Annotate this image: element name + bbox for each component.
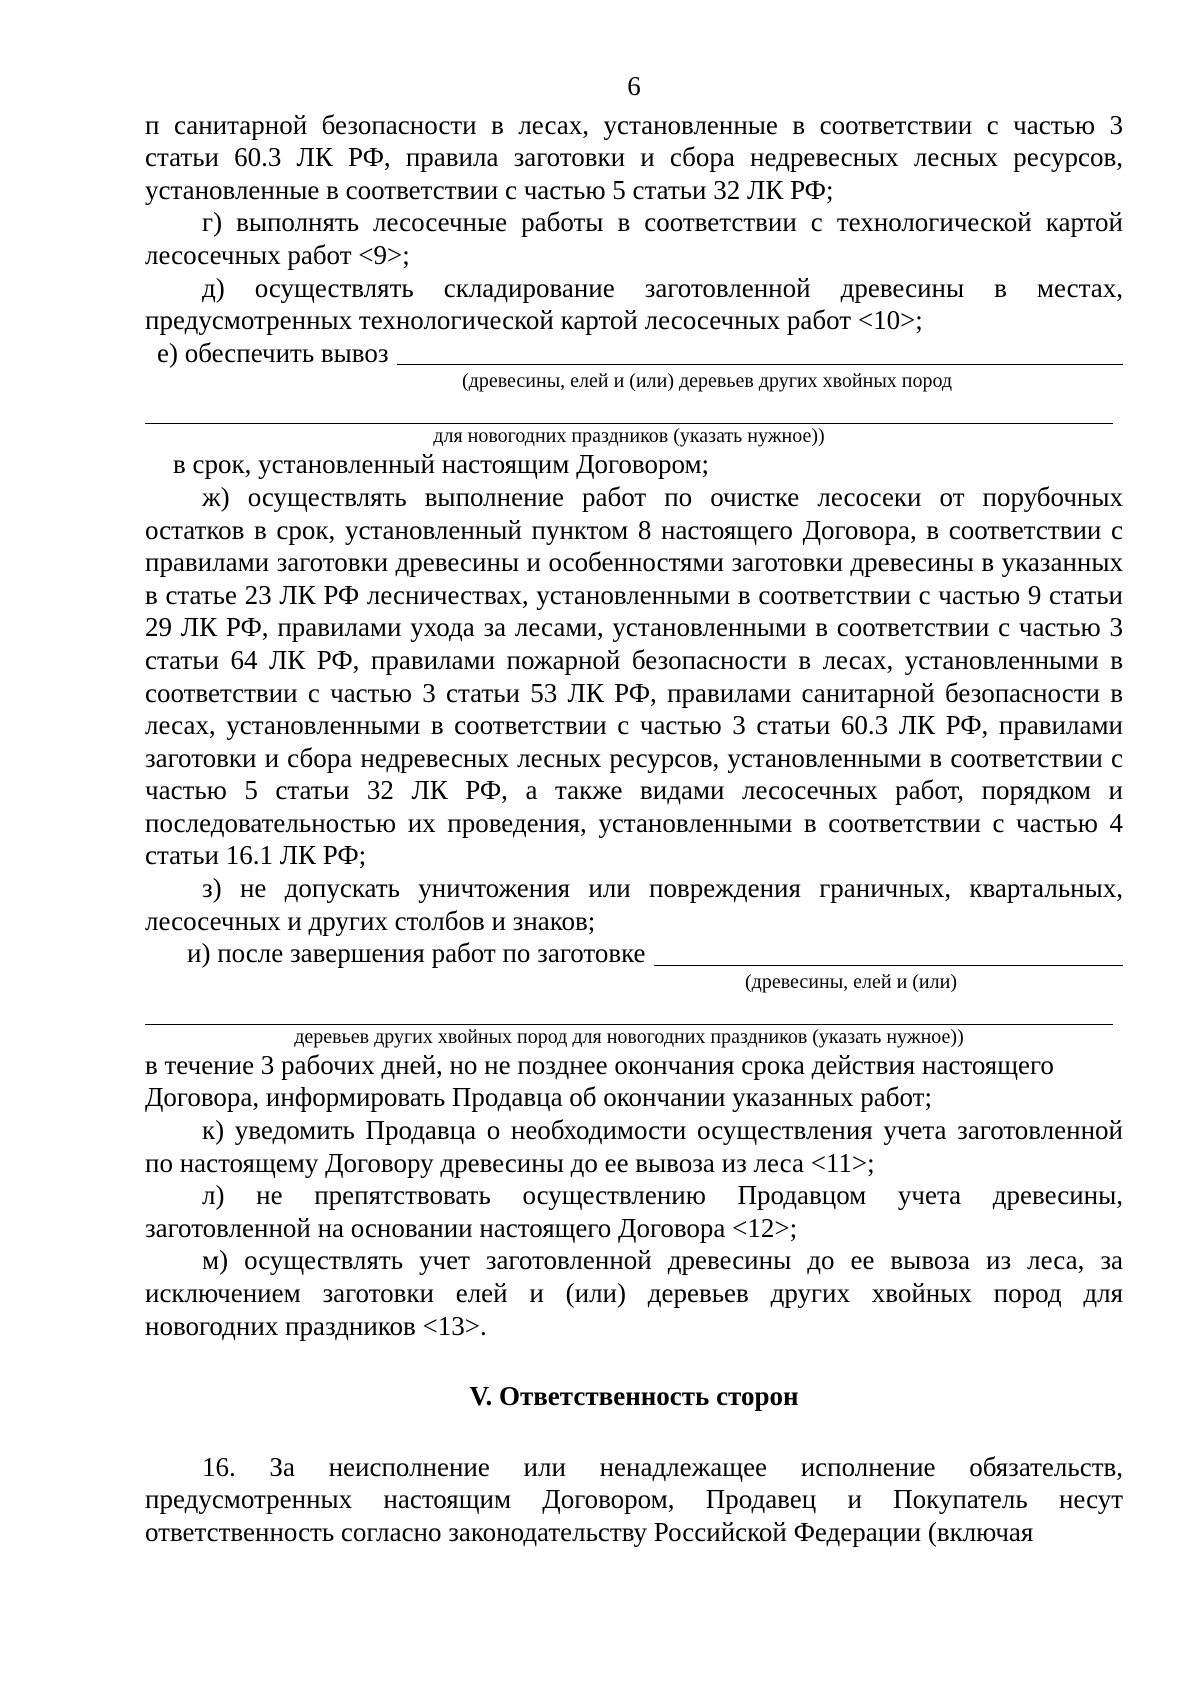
paragraph-l: л) не препятствовать осуществлению Продавцом учета древесины, заготовленной на основании настоящего Договора <12>; (145, 1180, 1123, 1243)
paragraph-z: з) не допускать уничтожения или повреждения граничных, квартальных, лесосечных и других столбов и знаков; (145, 873, 1123, 936)
paragraph-g: г) выполнять лесосечные работы в соответствии с технологической картой лесосечных работ <9>; (145, 207, 1123, 270)
paragraph-term: в срок, установленный настоящим Договором; (173, 449, 710, 480)
paragraph-k: к) уведомить Продавца о необходимости осуществления учета заготовленной по настоящему Договору древесины до ее вывоза из леса <11>; (145, 1115, 1123, 1178)
paragraph-sanitary-rules: п санитарной безопасности в лесах, установленные в соответствии с частью 3 статьи 60.3 ЛК РФ, правила заготовки и сбора недревесных лесных ресурсов, установленные в соответствии с частью 5 статьи 32 ЛК РФ; (145, 109, 1123, 205)
blank-field-export (397, 338, 1123, 365)
page-number: 6 (627, 71, 641, 101)
paragraph-inform: в течение 3 рабочих дней, но не позднее окончания срока действия настоящего Договора, информировать Продавца об окончании указанных работ; (145, 1049, 1054, 1113)
paragraph-e-row (145, 337, 1123, 370)
paragraph-zh: ж) осуществлять выполнение работ по очистке лесосеки от порубочных остатков в срок, установленный пунктом 8 настоящего Договора, в соответствии с правилами заготовки древесины и особенностями заготовки древесины в указанных в статье 23 ЛК РФ лесничествах, установленными в соответствии с частью 9 статьи 29 ЛК РФ, правилами ухода за лесами, установленными в соответствии с частью 3 статьи 64 ЛК РФ, правилами пожарной безопасности в лесах, установленными в соответствии с частью 3 статьи 53 ЛК РФ, правилами санитарной безопасности в лесах, установленными в соответствии с частью 3 статьи 60.3 ЛК РФ, правилами заготовки и сбора недревесных лесных ресурсов, установленными в соответствии с частью 5 статьи 32 ЛК РФ, а также видами лесосечных работ, порядком и последовательностью их проведения, установленными в соответствии с частью 4 статьи 16.1 ЛК РФ; (145, 481, 1123, 871)
paragraph-i-row (145, 937, 1123, 970)
paragraph-e-lead: е) обеспечить вывоз (157, 337, 389, 368)
paragraph-i-lead: и) после завершения работ по заготовке (187, 938, 646, 969)
field-hint-3: (древесины, елей и (или) (745, 970, 957, 993)
blank-field-harvest (654, 939, 1124, 966)
document-page (145, 70, 1123, 1549)
paragraph-16: 16. За неисполнение или ненадлежащее исполнение обязательств, предусмотренных настоящим Договором, Продавец и Покупатель несут ответственность согласно законодательству Российской Федерации (включая (145, 1451, 1123, 1547)
field-hint-2: для новогодних праздников (указать нужное)) (433, 425, 825, 448)
blank-field-export-line2 (145, 393, 1113, 424)
blank-field-harvest-line2 (145, 994, 1113, 1025)
field-hint-4: деревьев других хвойных пород для новогодних праздников (указать нужное)) (294, 1025, 964, 1048)
field-hint-1: (древесины, елей и (или) деревьев других хвойных пород (462, 370, 953, 393)
paragraph-d: д) осуществлять складирование заготовленной древесины в местах, предусмотренных технологической картой лесосечных работ <10>; (145, 272, 1123, 336)
section-heading: V. Ответственность сторон (469, 1381, 799, 1412)
paragraph-m: м) осуществлять учет заготовленной древесины до ее вывоза из леса, за исключением заготовки елей и (или) деревьев других хвойных пород для новогодних праздников <13>. (145, 1245, 1123, 1341)
